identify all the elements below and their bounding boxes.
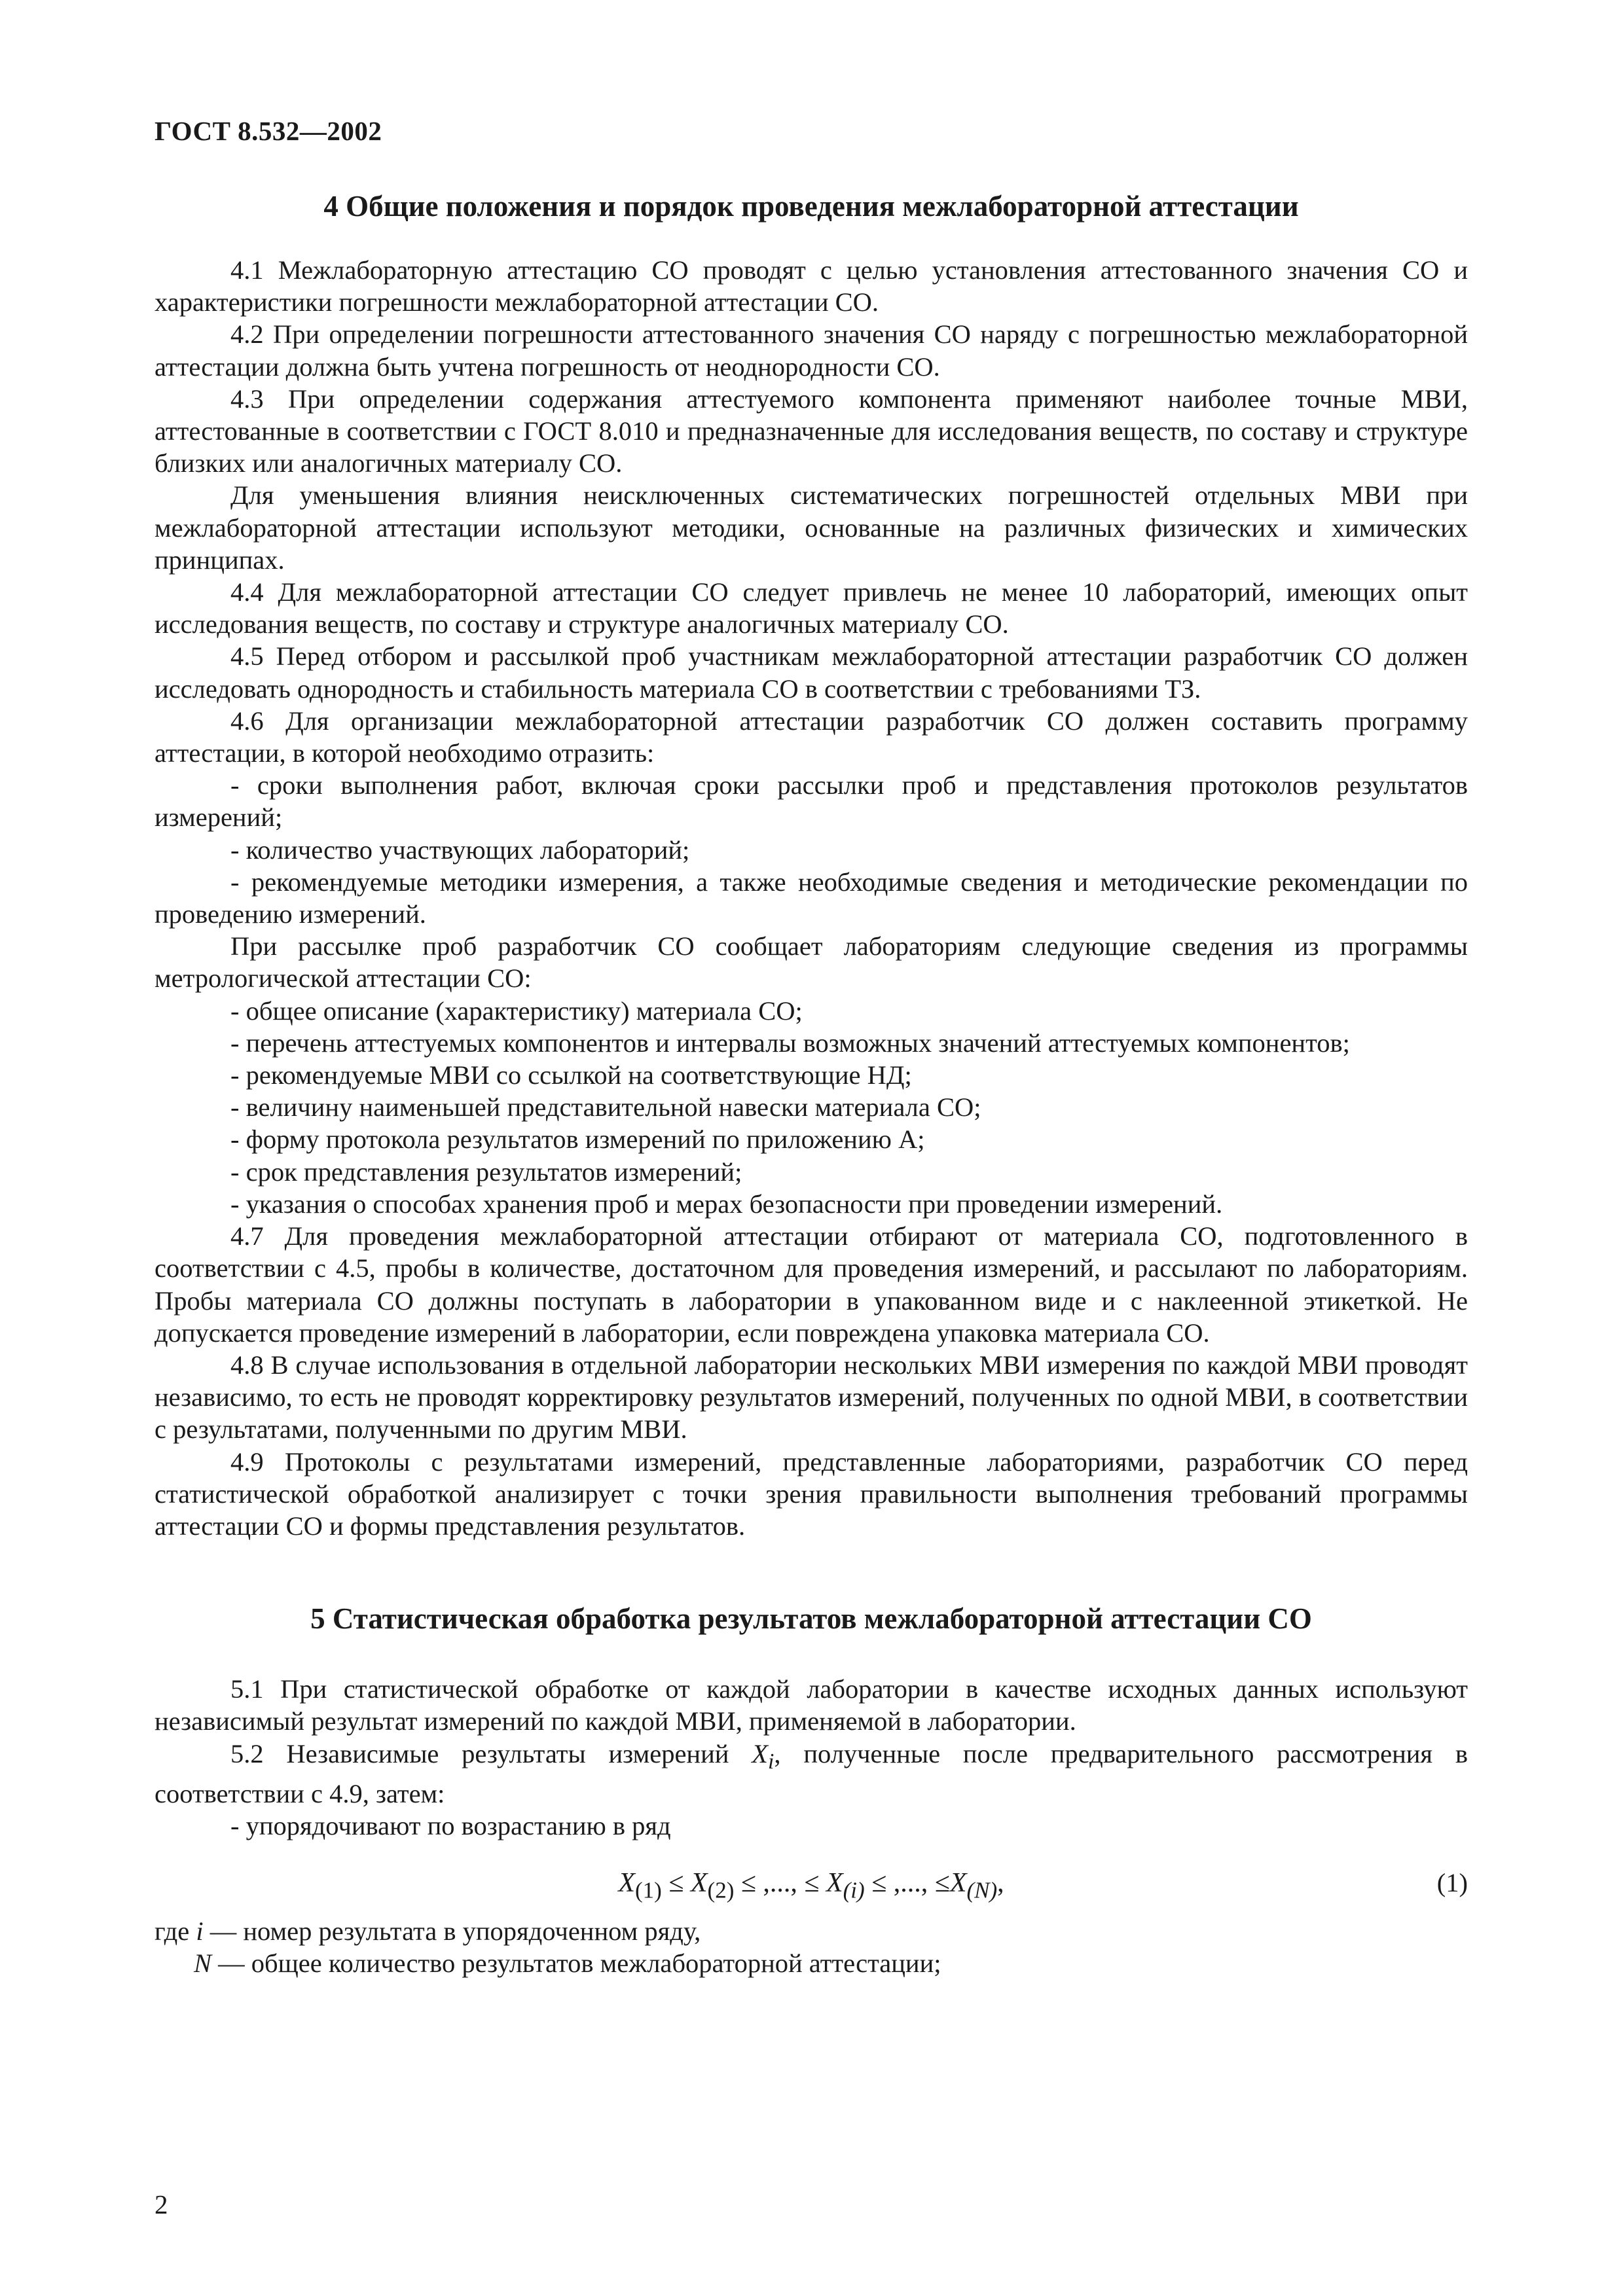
formula-x: X [690,1868,708,1899]
list-item: - общее описание (характеристику) материала СО; [230,996,803,1026]
paragraph-4-1: 4.1 Межлабораторную аттестацию СО проводят с целью установления аттестованного значения СО и характеристики погрешности межлабораторной аттестации СО. [155,255,1468,317]
legend-text: — общее количество результатов межлабораторной аттестации; [211,1948,941,1979]
formula-x: X [826,1868,843,1899]
formula-1 [155,1855,1468,1915]
legend-n [155,1947,1468,1979]
ordered-series-formula [155,1867,1468,1907]
list-item: - величину наименьшей представительной навески материала СО; [230,1092,981,1122]
list-item: - сроки выполнения работ, включая сроки рассылки проб и представления протоколов результатов измерений; [155,770,1468,833]
legend-variable: N [194,1948,212,1979]
formula-leq: ≤ [804,1868,820,1899]
paragraph-4-3: 4.3 При определении содержания аттестуемого компонента применяют наиболее точные МВИ, аттестованные в соответствии с ГОСТ 8.010 и предназначенные для исследования веществ, по составу и структуре близких или аналогичных материалу СО. [155,384,1468,478]
paragraph-5-2-step: - упорядочивают по возрастанию в ряд [230,1811,671,1841]
paragraph-4-3-note: Для уменьшения влияния неисключенных систематических погрешностей отдельных МВИ при межлабораторной аттестации используют методики, основанные на различных физических и химических принципах. [155,480,1468,575]
formula-leq: ≤ [668,1868,684,1899]
section-5-body [155,1673,1468,1980]
paragraph-4-2: 4.2 При определении погрешности аттестованного значения СО наряду с погрешностью межлабораторной аттестации должна быть учтена погрешность от неоднородности СО. [155,319,1468,382]
paragraph-4-8: 4.8 В случае использования в отдельной лаборатории нескольких МВИ измерения по каждой МВИ проводят независимо, то есть не проводят корректировку результатов измерений, полученных по одной МВИ, в соответствии с результатами, полученными по другим МВИ. [155,1350,1468,1444]
formula-subscript: (i) [843,1877,865,1903]
formula-x: X [618,1868,636,1899]
list-item: - количество участвующих лабораторий; [230,834,690,865]
section-5-heading: 5 Статистическая обработка результатов межлабораторной аттестации СО [310,1602,1312,1636]
legend-text: — номер результата в упорядоченном ряду, [203,1916,701,1946]
section-4-body [155,254,1468,1542]
paragraph-4-6: 4.6 Для организации межлабораторной аттестации разработчик СО должен составить программу аттестации, в которой необходимо отразить: [155,706,1468,768]
list-item: - срок представления результатов измерений; [230,1157,742,1187]
legend-i [155,1915,1468,1947]
formula-subscript: (1) [635,1877,662,1903]
list-item: - указания о способах хранения проб и мерах безопасности при проведении измерений. [230,1189,1223,1219]
formula-subscript: (2) [707,1877,735,1903]
paragraph-4-9: 4.9 Протоколы с результатами измерений, представленные лабораториями, разработчик СО перед статистической обработкой анализирует с точки зрения правильности выполнения требований программы аттестации СО и формы представления результатов. [155,1446,1468,1541]
standard-designation: ГОСТ 8.532—2002 [155,116,382,146]
formula-number: (1) [1436,1868,1468,1898]
formula-subscript: (N) [966,1877,998,1903]
formula-leq: ≤ [740,1868,756,1899]
paragraph-4-6-mailing: При рассылке проб разработчик СО сообщает лабораториям следующие сведения из программы метрологической аттестации СО: [155,931,1468,994]
paragraph-5-2 [155,1738,1468,1810]
formula-ellipsis: ,..., [763,1868,797,1899]
paragraph-5-2-start: 5.2 Независимые результаты измерений [230,1738,752,1768]
formula-legend [155,1915,1468,1979]
list-item: - рекомендуемые МВИ со ссылкой на соответствующие НД; [230,1060,912,1090]
paragraph-4-4: 4.4 Для межлабораторной аттестации СО следует привлечь не менее 10 лабораторий, имеющих опыт исследования веществ, по составу и структуре аналогичных материалу СО. [155,577,1468,639]
paragraph-5-2-end: , полученные после предварительного рассмотрения в соответствии с 4.9, затем: [155,1738,1468,1808]
formula-leq: ≤ [871,1868,887,1899]
formula-leq: ≤ [934,1868,950,1899]
list-item: - рекомендуемые методики измерения, а также необходимые сведения и методические рекомендации по проведению измерений. [155,867,1468,929]
formula-x: X [949,1868,967,1899]
legend-prefix: где [155,1916,196,1946]
variable-index: i [768,1749,775,1774]
paragraph-4-7: 4.7 Для проведения межлабораторной аттестации отбирают от материала СО, подготовленного в соответствии с 4.5, пробы в количестве, достаточном для проведения измерений, и рассылают по лабораториям. Пробы материала СО должны поступать в лаборатории в упакованном виде и с наклеенной этикеткой. Не допускается проведение измерений в лаборатории, если повреждена упаковка материала СО. [155,1221,1468,1348]
formula-ellipsis: ,..., [893,1868,928,1899]
variable-x: X [752,1738,768,1768]
list-item: - перечень аттестуемых компонентов и интервалы возможных значений аттестуемых компонентов; [230,1028,1350,1058]
list-item: - форму протокола результатов измерений по приложению А; [230,1124,925,1155]
page-number: 2 [155,2189,168,2219]
formula-end: , [997,1868,1004,1899]
section-4-heading: 4 Общие положения и порядок проведения межлабораторной аттестации [323,190,1299,223]
page-content [155,187,1468,1980]
legend-variable: i [196,1916,204,1946]
paragraph-5-1: 5.1 При статистической обработке от каждой лаборатории в качестве исходных данных используют независимый результат измерений по каждой МВИ, применяемой в лаборатории. [155,1674,1468,1736]
paragraph-4-5: 4.5 Перед отбором и рассылкой проб участникам межлабораторной аттестации разработчик СО должен исследовать однородность и стабильность материала СО в соответствии с требованиями ТЗ. [155,641,1468,704]
